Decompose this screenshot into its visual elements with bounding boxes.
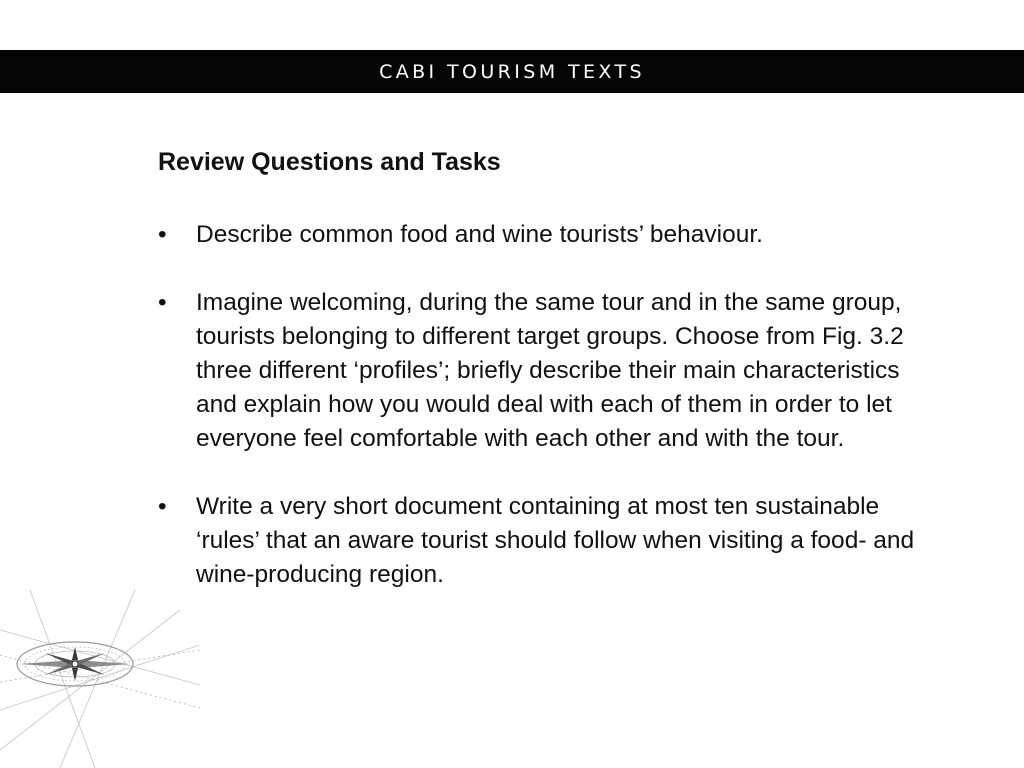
list-item (158, 490, 918, 592)
header-banner (0, 50, 1024, 93)
slide-content (158, 145, 918, 626)
bullet-icon: • (158, 221, 167, 248)
list-item (158, 218, 918, 252)
slide-heading: Review Questions and Tasks (158, 148, 501, 176)
bullet-icon: • (158, 289, 167, 316)
questions-list (158, 218, 918, 592)
list-item-text: Write a very short document containing at most ten sustainable ‘rules’ that an aware tourist should follow when visiting a food- and wine-producing region. (196, 493, 915, 588)
list-item-text: Describe common food and wine tourists’ behaviour. (196, 221, 763, 248)
bullet-icon: • (158, 493, 167, 520)
banner-title: CABI TOURISM TEXTS (379, 61, 645, 83)
list-item (158, 286, 918, 456)
list-item-text: Imagine welcoming, during the same tour and in the same group, tourists belonging to different target groups. Choose from Fig. 3.2 three different ‘profiles’; briefly describe their main characteristics and explain how you would deal with each of them in order to let everyone feel comfortable with each other and with the tour. (196, 289, 904, 452)
